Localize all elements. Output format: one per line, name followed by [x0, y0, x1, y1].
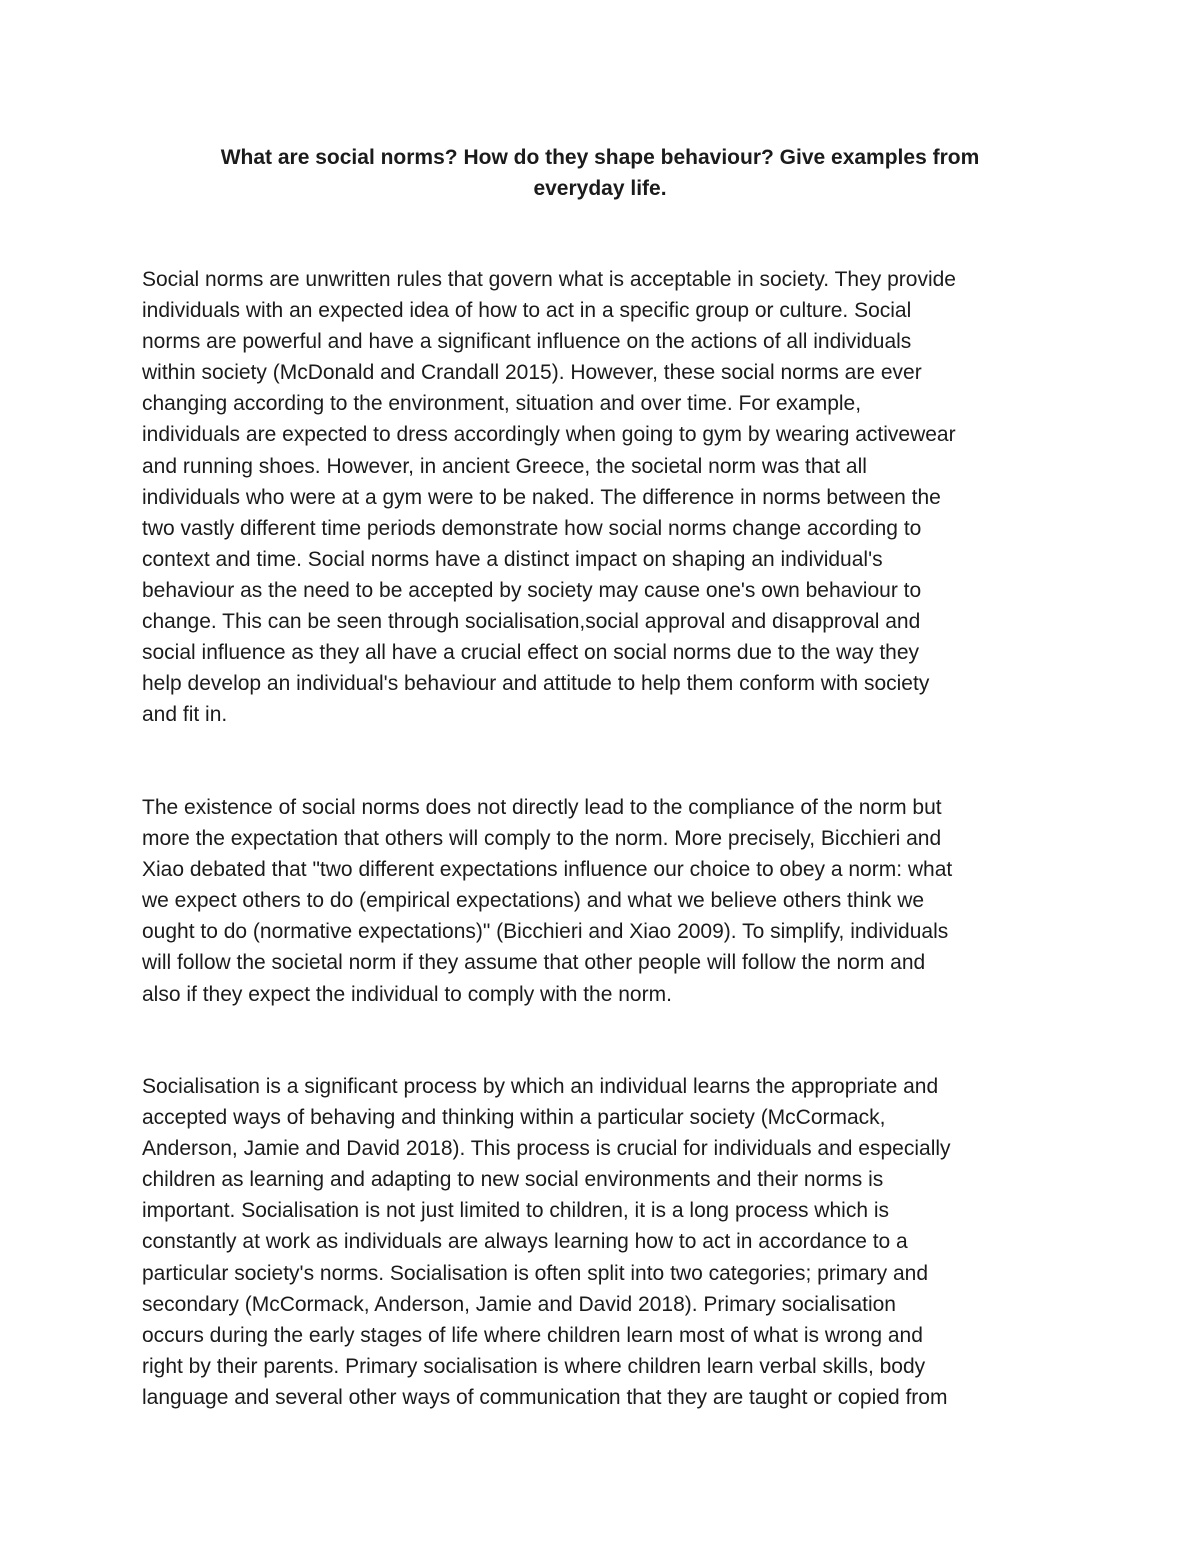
text-line: Socialisation is a significant process by which an individual learns the appropriate and	[142, 1075, 939, 1098]
text-line: right by their parents. Primary socialisation is where children learn verbal skills, body	[142, 1354, 926, 1378]
text-line: language and several other ways of communication that they are taught or copied from	[142, 1385, 948, 1409]
text-line: norms are powerful and have a significant influence on the actions of all individuals	[142, 330, 912, 354]
text-line: help develop an individual's behaviour and attitude to help them conform with society	[142, 672, 930, 696]
document-title	[140, 142, 1060, 204]
text-line: more the expectation that others will comply to the norm. More precisely, Bicchieri and	[142, 827, 942, 851]
title-line: What are social norms? How do they shape behaviour? Give examples from	[220, 146, 980, 169]
text-line: and fit in.	[142, 703, 228, 727]
text-line: occurs during the early stages of life where children learn most of what is wrong and	[142, 1323, 923, 1347]
text-line: change. This can be seen through socialisation,social approval and disapproval and	[142, 610, 921, 634]
text-line: individuals are expected to dress accordingly when going to gym by wearing activewear	[142, 423, 956, 447]
text-line: accepted ways of behaving and thinking within a particular society (McCormack,	[142, 1106, 886, 1130]
text-line: behaviour as the need to be accepted by society may cause one's own behaviour to	[142, 578, 922, 602]
text-line: ought to do (normative expectations)" (Bicchieri and Xiao 2009). To simplify, individuals	[142, 920, 949, 944]
title-line: everyday life.	[533, 177, 667, 200]
text-line: within society (McDonald and Crandall 2015). However, these social norms are ever	[142, 361, 922, 385]
text-line: two vastly different time periods demonstrate how social norms change according to	[142, 516, 922, 540]
text-line: constantly at work as individuals are always learning how to act in accordance to a	[142, 1230, 908, 1254]
text-line: changing according to the environment, situation and over time. For example,	[142, 392, 862, 416]
text-line: we expect others to do (empirical expectations) and what we believe others think we	[142, 889, 925, 913]
text-line: will follow the societal norm if they assume that other people will follow the norm and	[142, 951, 926, 975]
paragraph-expectations	[142, 792, 1062, 1010]
text-line: The existence of social norms does not directly lead to the compliance of the norm but	[142, 796, 942, 819]
text-line: particular society's norms. Socialisation is often split into two categories; primary and	[142, 1261, 929, 1285]
text-line: secondary (McCormack, Anderson, Jamie and David 2018). Primary socialisation	[142, 1292, 896, 1316]
text-line: Xiao debated that "two different expectations influence our choice to obey a norm: what	[142, 858, 953, 882]
text-line: also if they expect the individual to comply with the norm.	[142, 982, 672, 1006]
paragraph-social-norms-definition	[142, 264, 1062, 730]
text-line: social influence as they all have a crucial effect on social norms due to the way they	[142, 641, 920, 665]
paragraph-socialisation	[142, 1071, 1062, 1413]
text-line: context and time. Social norms have a distinct impact on shaping an individual's	[142, 547, 883, 571]
text-line: individuals who were at a gym were to be naked. The difference in norms between the	[142, 485, 941, 509]
text-line: individuals with an expected idea of how to act in a specific group or culture. Social	[142, 299, 912, 323]
text-line: important. Socialisation is not just limited to children, it is a long process which is	[142, 1199, 889, 1223]
text-line: Anderson, Jamie and David 2018). This process is crucial for individuals and especially	[142, 1137, 951, 1161]
text-line: Social norms are unwritten rules that govern what is acceptable in society. They provide	[142, 268, 956, 291]
text-line: and running shoes. However, in ancient Greece, the societal norm was that all	[142, 454, 867, 478]
text-line: children as learning and adapting to new social environments and their norms is	[142, 1168, 884, 1192]
